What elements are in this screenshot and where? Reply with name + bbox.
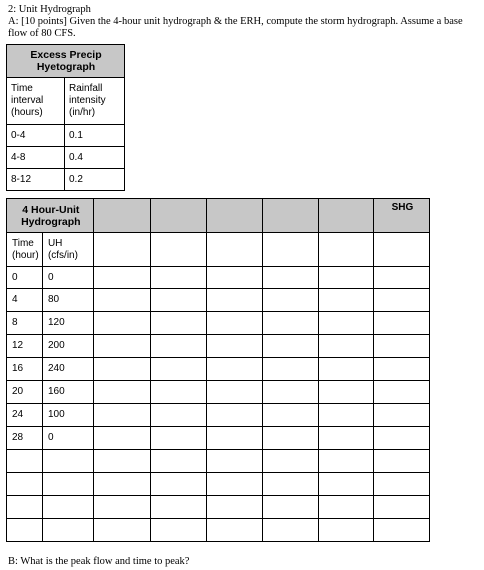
blank-cell: [318, 312, 373, 335]
blank-cell: [373, 404, 429, 427]
table-row: [7, 427, 430, 450]
table-row: [7, 169, 125, 191]
uh-time-cell: 16: [7, 358, 43, 381]
blank-cell: [150, 289, 206, 312]
blank-cell: [150, 267, 206, 289]
blank-cell: [93, 404, 150, 427]
table-row: [7, 358, 430, 381]
uh-time-cell: 0: [7, 267, 43, 289]
blank-cell: [93, 519, 150, 542]
blank-cell: [7, 519, 43, 542]
blank-cell: [262, 335, 318, 358]
blank-cell: [262, 233, 318, 267]
uh-value-cell: 0: [42, 267, 93, 289]
shg-header: SHG: [373, 199, 429, 233]
uh-time-cell: 20: [7, 381, 43, 404]
blank-cell: [262, 267, 318, 289]
uh-value-cell: 80: [42, 289, 93, 312]
uh-time-cell: 4: [7, 289, 43, 312]
blank-cell: [206, 233, 262, 267]
table-row: [7, 381, 430, 404]
part-a-text: A: [10 points] Given the 4-hour unit hydrograph & the ERH, compute the storm hydrograph. Assume a base flow of 80 CFS.: [8, 16, 463, 39]
uh-value-cell: 240: [42, 358, 93, 381]
table-row: [7, 519, 430, 542]
blank-cell: [42, 519, 93, 542]
blank-cell: [373, 427, 429, 450]
header-cell: [318, 199, 373, 233]
blank-cell: [373, 358, 429, 381]
blank-cell: [93, 450, 150, 473]
blank-cell: [262, 289, 318, 312]
blank-cell: [318, 335, 373, 358]
blank-cell: [373, 312, 429, 335]
erh-title: Excess Precip Hyetograph: [7, 45, 125, 78]
blank-cell: [318, 450, 373, 473]
blank-cell: [150, 473, 206, 496]
blank-cell: [318, 519, 373, 542]
blank-cell: [373, 335, 429, 358]
blank-cell: [93, 335, 150, 358]
part-b-text: B: What is the peak flow and time to peak?: [8, 556, 190, 567]
blank-cell: [93, 267, 150, 289]
erh-intensity-cell: 0.1: [65, 125, 125, 147]
erh-interval-cell: 0-4: [7, 125, 65, 147]
uh-value-cell: 100: [42, 404, 93, 427]
blank-cell: [42, 450, 93, 473]
blank-cell: [150, 404, 206, 427]
header-cell: [150, 199, 206, 233]
blank-cell: [206, 381, 262, 404]
table-row: [7, 312, 430, 335]
blank-cell: [373, 473, 429, 496]
table-row: [7, 496, 430, 519]
blank-cell: [373, 519, 429, 542]
blank-cell: [318, 427, 373, 450]
header-cell: [262, 199, 318, 233]
erh-col-intensity-header: Rainfall intensity (in/hr): [65, 78, 125, 125]
table-row: [7, 404, 430, 427]
blank-cell: [206, 404, 262, 427]
erh-interval-cell: 4-8: [7, 147, 65, 169]
blank-cell: [150, 312, 206, 335]
blank-cell: [206, 289, 262, 312]
uh-value-cell: 0: [42, 427, 93, 450]
question-heading: 2: Unit Hydrograph: [8, 4, 91, 15]
blank-cell: [373, 381, 429, 404]
blank-cell: [150, 427, 206, 450]
blank-cell: [318, 473, 373, 496]
blank-cell: [150, 496, 206, 519]
blank-cell: [150, 335, 206, 358]
blank-cell: [206, 450, 262, 473]
blank-cell: [262, 473, 318, 496]
table-row: [7, 335, 430, 358]
table-row: [7, 267, 430, 289]
uh-time-cell: 8: [7, 312, 43, 335]
blank-cell: [7, 496, 43, 519]
erh-col-time-header: Time interval (hours): [7, 78, 65, 125]
uh-title: 4 Hour-Unit Hydrograph: [7, 199, 94, 233]
blank-cell: [206, 358, 262, 381]
blank-cell: [150, 381, 206, 404]
uh-time-cell: 24: [7, 404, 43, 427]
uh-value-cell: 200: [42, 335, 93, 358]
blank-cell: [262, 519, 318, 542]
blank-cell: [373, 267, 429, 289]
unit-hydrograph-table: [6, 198, 430, 542]
blank-cell: [93, 496, 150, 519]
blank-cell: [373, 496, 429, 519]
blank-cell: [318, 404, 373, 427]
table-row: [7, 450, 430, 473]
blank-cell: [42, 496, 93, 519]
blank-cell: [318, 233, 373, 267]
blank-cell: [206, 267, 262, 289]
uh-value-cell: 120: [42, 312, 93, 335]
blank-cell: [206, 496, 262, 519]
blank-cell: [150, 233, 206, 267]
blank-cell: [262, 312, 318, 335]
blank-cell: [206, 312, 262, 335]
blank-cell: [93, 473, 150, 496]
uh-col-time-header: Time (hour): [7, 233, 43, 267]
header-cell: [206, 199, 262, 233]
blank-cell: [262, 404, 318, 427]
blank-cell: [373, 450, 429, 473]
blank-cell: [93, 427, 150, 450]
blank-cell: [150, 519, 206, 542]
blank-cell: [150, 450, 206, 473]
blank-cell: [93, 289, 150, 312]
blank-cell: [262, 450, 318, 473]
blank-cell: [318, 496, 373, 519]
blank-cell: [262, 381, 318, 404]
uh-col-uh-header: UH (cfs/in): [42, 233, 93, 267]
blank-cell: [262, 427, 318, 450]
table-row: [7, 289, 430, 312]
blank-cell: [93, 312, 150, 335]
table-row: [7, 147, 125, 169]
blank-cell: [318, 267, 373, 289]
blank-cell: [206, 427, 262, 450]
blank-cell: [7, 473, 43, 496]
blank-cell: [150, 358, 206, 381]
blank-cell: [42, 473, 93, 496]
blank-cell: [262, 496, 318, 519]
blank-cell: [262, 358, 318, 381]
blank-cell: [206, 473, 262, 496]
blank-cell: [373, 233, 429, 267]
table-row: [7, 125, 125, 147]
blank-cell: [318, 381, 373, 404]
erh-interval-cell: 8-12: [7, 169, 65, 191]
blank-cell: [318, 358, 373, 381]
blank-cell: [93, 381, 150, 404]
excess-precip-hyetograph-table: [6, 44, 125, 191]
blank-cell: [7, 450, 43, 473]
blank-cell: [206, 335, 262, 358]
erh-intensity-cell: 0.4: [65, 147, 125, 169]
erh-intensity-cell: 0.2: [65, 169, 125, 191]
blank-cell: [373, 289, 429, 312]
blank-cell: [318, 289, 373, 312]
blank-cell: [93, 233, 150, 267]
uh-time-cell: 28: [7, 427, 43, 450]
uh-value-cell: 160: [42, 381, 93, 404]
blank-cell: [206, 519, 262, 542]
blank-cell: [93, 358, 150, 381]
header-cell: [93, 199, 150, 233]
table-row: [7, 473, 430, 496]
uh-time-cell: 12: [7, 335, 43, 358]
